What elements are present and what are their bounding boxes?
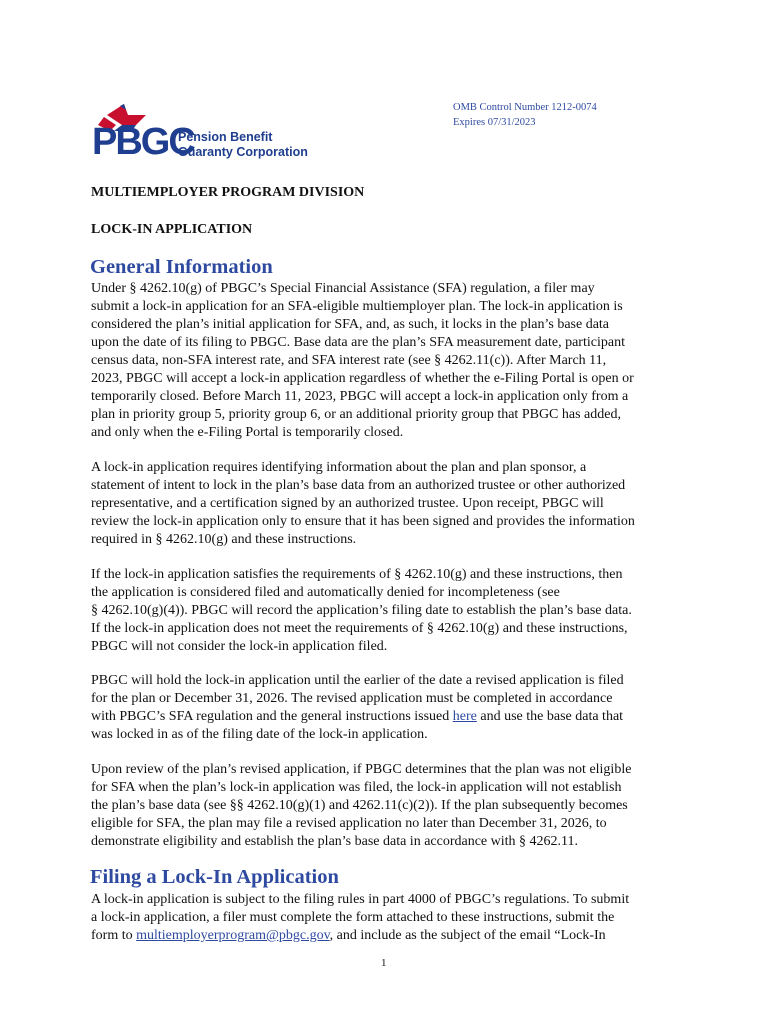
text-line [91,708,691,726]
text-line: required in § 4262.10(g) and these instructions. [91,532,357,547]
text-line: eligible for SFA, the plan may file a revised application no later than December 31, 2026, to [91,816,607,831]
section-title-general-information: General Information [90,256,273,278]
text-line: upon the date of its filing to PBGC. Base data are the plan’s SFA measurement date, participant [91,335,625,350]
paragraph-general-5 [91,761,691,851]
division-heading: MULTIEMPLOYER PROGRAM DIVISION [91,185,365,200]
pbgc-logo [92,101,322,161]
text-line: If the lock-in application does not meet the requirements of § 4262.10(g) and these instructions, [91,621,628,636]
paragraph-general-3 [91,566,691,656]
text-line: was locked in as of the filing date of the lock-in application. [91,727,428,742]
text-line: demonstrate eligibility and establish the plan’s base data in accordance with § 4262.11. [91,834,579,849]
text-line: for the plan or December 31, 2026. The revised application must be completed in accordance [91,691,613,706]
paragraph-general-2 [91,459,691,549]
text-line: PBGC will hold the lock-in application until the earlier of the date a revised application is filed [91,673,624,688]
paragraph-general-1 [91,280,691,442]
text-line: the plan’s base data (see §§ 4262.10(g)(1) and 4262.11(c)(2)). If the plan subsequently becomes [91,798,628,813]
text-line: representative, and a certification signed by an authorized trustee. Upon receipt, PBGC will [91,496,604,511]
text-fragment: and use the base data that [476,709,624,724]
text-line: for SFA when the plan’s lock-in application was filed, the lock-in application will not establish [91,780,622,795]
text-line: Under § 4262.10(g) of PBGC’s Special Financial Assistance (SFA) regulation, a filer may [91,281,595,296]
text-line: PBGC will not consider the lock-in application filed. [91,639,388,654]
omb-notice [453,100,597,130]
text-line: census data, non-SFA interest rate, and SFA interest rate (see § 4262.11(c)). After March 11, [91,353,607,368]
logo-name-line-2: Guaranty Corporation [178,145,308,159]
text-line: § 4262.10(g)(4)). PBGC will record the application’s filing date to establish the plan’s base data. [91,603,632,618]
text-line: temporarily closed. Before March 11, 2023, PBGC will accept a lock-in application only from a [91,389,629,404]
text-line: plan in priority group 5, priority group 6, or an additional priority group that PBGC has added, [91,407,621,422]
text-line: considered the plan’s initial application for SFA, and, as such, it locks in the plan’s base data [91,317,610,332]
logo-name-line-1: Pension Benefit [178,130,273,144]
text-line: 2023, PBGC will accept a lock-in application regardless of whether the e-Filing Portal is open or [91,371,634,386]
text-line: A lock-in application requires identifying information about the plan and plan sponsor, a [91,460,587,475]
text-line: If the lock-in application satisfies the requirements of § 4262.10(g) and these instructions, then [91,567,623,582]
text-line: and only when the e-Filing Portal is temporarily closed. [91,425,404,440]
text-fragment: , and include as the subject of the email “Lock-In [329,928,606,943]
here-link[interactable]: here [452,709,477,724]
text-line: a lock-in application, a filer must complete the form attached to these instructions, submit the [91,910,615,925]
logo-acronym: PBGC [92,121,194,163]
text-line: statement of intent to lock in the plan’s base data from an authorized trustee or other authorized [91,478,626,493]
text-line [91,927,691,945]
document-title: LOCK-IN APPLICATION [91,222,253,237]
section-title-filing: Filing a Lock-In Application [90,866,339,888]
paragraph-filing-1 [91,891,691,945]
email-link[interactable]: multiemployerprogram@pbgc.gov [136,928,330,943]
text-line: submit a lock-in application for an SFA-eligible multiemployer plan. The lock-in application is [91,299,623,314]
logo-name [178,130,308,160]
text-line: review the lock-in application only to ensure that it has been signed and provides the information [91,514,635,529]
omb-control-number: OMB Control Number 1212-0074 [453,102,597,113]
paragraph-general-4 [91,672,691,744]
omb-expiration: Expires 07/31/2023 [453,117,536,128]
text-line: Upon review of the plan’s revised application, if PBGC determines that the plan was not eligible [91,762,632,777]
text-fragment: with PBGC’s SFA regulation and the general instructions issued [91,709,453,724]
page-number: 1 [381,957,387,969]
text-line: the application is considered filed and automatically denied for incompleteness (see [91,585,560,600]
text-line: A lock-in application is subject to the filing rules in part 4000 of PBGC’s regulations. To submit [91,892,630,907]
text-fragment: form to [91,928,137,943]
